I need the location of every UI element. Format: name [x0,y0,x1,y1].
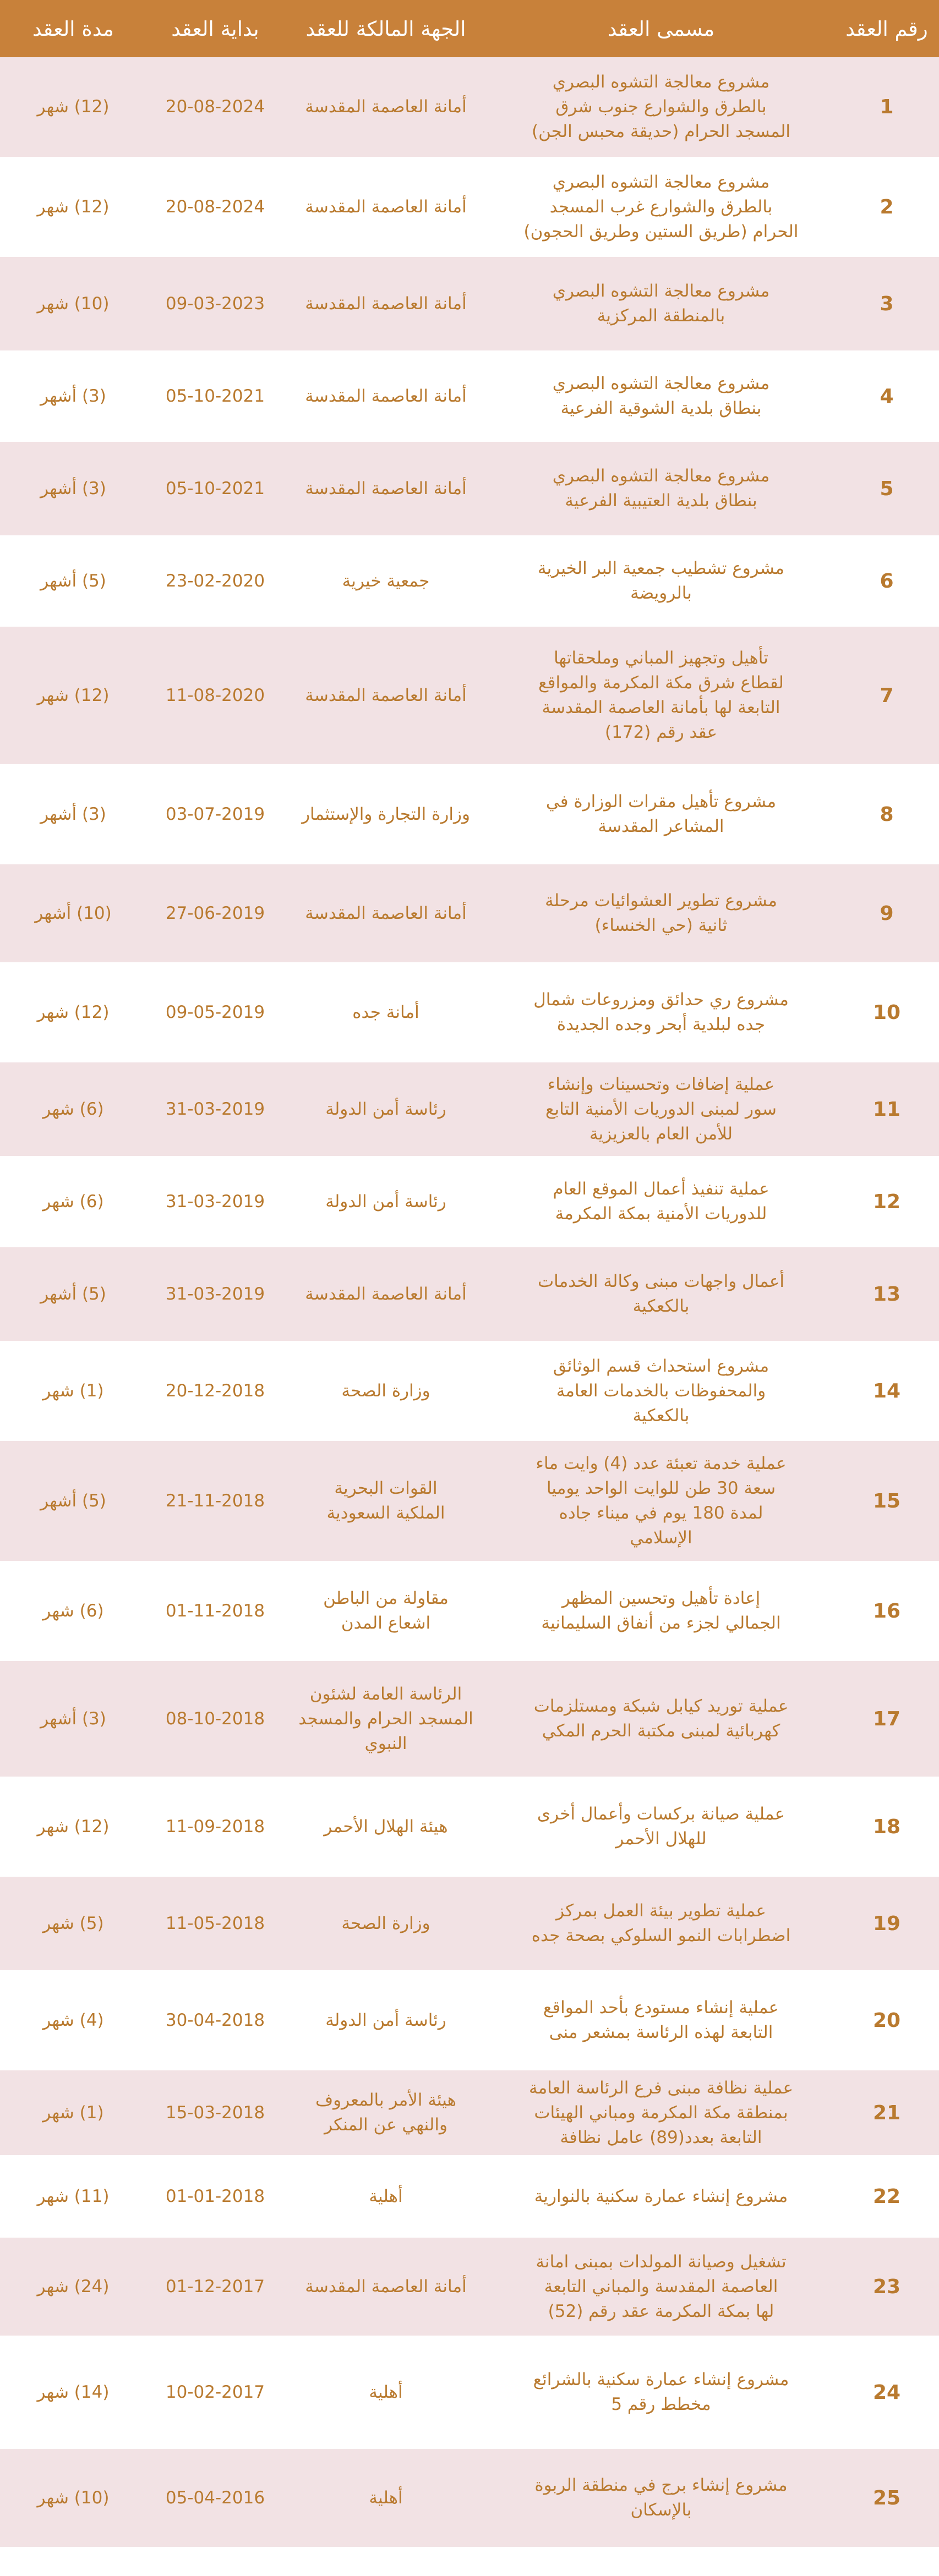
contract-owner: مقاولة من الباطن اشعاع المدن [284,1563,488,1659]
contract-title: تأهيل وتجهيز المباني وملحقاتها لقطاع شرق مكة المكرمة والمواقع التابعة لها بأمانة العاصمة المقدسة عقد رقم (172) [488,625,834,766]
contract-owner: رئاسة أمن الدولة [284,1972,488,2069]
table-row [0,2337,939,2447]
contract-duration: (12) شهر [0,57,146,158]
contract-number: 11 [834,1061,939,1158]
table-row [0,1158,939,1246]
table-row [0,1246,939,1342]
contract-owner: وزارة التجارة والإستثمار [284,766,488,863]
contract-owner: أهلية [284,2337,488,2447]
contract-title: عملية تطوير بيئة العمل بمركز اضطرابات النمو السلوكي بصحة جده [488,1875,834,1972]
contract-duration: (1) شهر [0,2069,146,2157]
table-row [0,2069,939,2157]
table-body [0,57,939,2548]
contract-owner: وزارة الصحة [284,1342,488,1439]
contract-duration: (6) شهر [0,1563,146,1659]
contract-owner: أمانة العاصمة المقدسة [284,158,488,255]
contract-duration: (10) أشهر [0,863,146,964]
contract-start: 31-03-2019 [146,1061,284,1158]
contract-start: 20-12-2018 [146,1342,284,1439]
contract-title: عملية نظافة مبنى فرع الرئاسة العامة بمنطقة مكة المكرمة ومباني الهيئات التابعة بعدد(89) عامل نظافة [488,2069,834,2157]
contract-start: 11-08-2020 [146,625,284,766]
contract-number: 24 [834,2337,939,2447]
contract-number: 8 [834,766,939,863]
header-contract-duration: مدة العقد [0,0,146,57]
contract-duration: (12) شهر [0,158,146,255]
table-row [0,1061,939,1158]
contract-number: 25 [834,2447,939,2548]
contract-title: مشروع تأهيل مقرات الوزارة في المشاعر المقدسة [488,766,834,863]
contract-duration: (10) شهر [0,2447,146,2548]
header-contract-title: مسمى العقد [488,0,834,57]
contract-number: 17 [834,1659,939,1778]
table-row [0,964,939,1061]
contract-owner: جمعية خيرية [284,537,488,625]
contract-duration: (5) أشهر [0,1246,146,1342]
contract-title: عملية صيانة بركسات وأعمال أخرى للهلال الأحمر [488,1778,834,1875]
contract-duration: (11) شهر [0,2157,146,2236]
contract-start: 31-03-2019 [146,1246,284,1342]
contract-title: مشروع ري حدائق ومزروعات شمال جده لبلدية أبحر وجده الجديدة [488,964,834,1061]
table-row [0,2236,939,2337]
table-row [0,2157,939,2236]
table-row [0,2447,939,2548]
contract-start: 05-10-2021 [146,352,284,440]
contract-duration: (24) شهر [0,2236,146,2337]
contract-start: 08-10-2018 [146,1659,284,1778]
contract-title: عملية إنشاء مستودع بأحد المواقع التابعة لهذه الرئاسة بمشعر منى [488,1972,834,2069]
contract-duration: (1) شهر [0,1342,146,1439]
contract-owner: أمانة العاصمة المقدسة [284,352,488,440]
contract-title: تشغيل وصيانة المولدات بمبنى امانة العاصمة المقدسة والمباني التابعة لها بمكة المكرمة عقد رقم (52) [488,2236,834,2337]
contract-duration: (12) شهر [0,964,146,1061]
contract-duration: (14) شهر [0,2337,146,2447]
contract-start: 09-03-2023 [146,255,284,352]
contract-start: 23-02-2020 [146,537,284,625]
contract-number: 7 [834,625,939,766]
contract-number: 4 [834,352,939,440]
contract-number: 6 [834,537,939,625]
contract-owner: أمانة العاصمة المقدسة [284,625,488,766]
contract-owner: أمانة العاصمة المقدسة [284,255,488,352]
contract-title: عملية توريد كيابل شبكة ومستلزمات كهربائية لمبنى مكتبة الحرم المكي [488,1659,834,1778]
contract-duration: (5) أشهر [0,1439,146,1563]
table-row [0,255,939,352]
contract-title: مشروع تطوير العشوائيات مرحلة ثانية (حي الخنساء) [488,863,834,964]
contract-number: 22 [834,2157,939,2236]
table-row [0,1659,939,1778]
contract-start: 01-11-2018 [146,1563,284,1659]
contract-owner: أمانة جده [284,964,488,1061]
contract-start: 03-07-2019 [146,766,284,863]
contract-duration: (6) شهر [0,1158,146,1246]
contract-number: 20 [834,1972,939,2069]
contract-number: 3 [834,255,939,352]
contract-owner: أمانة العاصمة المقدسة [284,440,488,537]
contract-number: 15 [834,1439,939,1563]
contract-owner: أهلية [284,2157,488,2236]
contract-owner: أمانة العاصمة المقدسة [284,2236,488,2337]
contract-number: 10 [834,964,939,1061]
contract-duration: (4) شهر [0,1972,146,2069]
contract-start: 20-08-2024 [146,57,284,158]
contract-owner: أمانة العاصمة المقدسة [284,57,488,158]
contract-start: 21-11-2018 [146,1439,284,1563]
table-row [0,537,939,625]
table-row [0,1972,939,2069]
contract-number: 19 [834,1875,939,1972]
contract-start: 10-02-2017 [146,2337,284,2447]
contract-number: 21 [834,2069,939,2157]
contract-start: 30-04-2018 [146,1972,284,2069]
contract-title: مشروع تشطيب جمعية البر الخيرية بالرويضة [488,537,834,625]
contract-owner: القوات البحرية الملكية السعودية [284,1439,488,1563]
contract-number: 18 [834,1778,939,1875]
contract-duration: (6) شهر [0,1061,146,1158]
contract-start: 05-04-2016 [146,2447,284,2548]
contract-owner: هيئة الهلال الأحمر [284,1778,488,1875]
table-row [0,1342,939,1439]
table-header [0,0,939,57]
contract-duration: (10) شهر [0,255,146,352]
table-row [0,57,939,158]
contract-owner: وزارة الصحة [284,1875,488,1972]
table-row [0,766,939,863]
contract-start: 31-03-2019 [146,1158,284,1246]
contract-duration: (12) شهر [0,625,146,766]
contract-title: مشروع إنشاء عمارة سكنية بالشرائع مخطط رقم 5 [488,2337,834,2447]
contract-number: 12 [834,1158,939,1246]
contract-number: 5 [834,440,939,537]
contract-start: 27-06-2019 [146,863,284,964]
contract-title: مشروع معالجة التشوه البصري بالطرق والشوارع جنوب شرق المسجد الحرام (حديقة محبس الجن) [488,57,834,158]
contract-owner: أهلية [284,2447,488,2548]
contract-title: أعمال واجهات مبنى وكالة الخدمات بالكعكية [488,1246,834,1342]
contract-start: 01-01-2018 [146,2157,284,2236]
contract-duration: (12) شهر [0,1778,146,1875]
contract-title: عملية تنفيذ أعمال الموقع العام للدوريات الأمنية بمكة المكرمة [488,1158,834,1246]
contract-number: 16 [834,1563,939,1659]
contract-number: 9 [834,863,939,964]
contract-title: مشروع معالجة التشوه البصري بنطاق بلدية العتيبية الفرعية [488,440,834,537]
table-row [0,352,939,440]
contract-duration: (3) أشهر [0,1659,146,1778]
header-contract-number: رقم العقد [834,0,939,57]
table-row [0,1563,939,1659]
contract-duration: (3) أشهر [0,440,146,537]
contract-title: مشروع إنشاء عمارة سكنية بالنوارية [488,2157,834,2236]
contract-owner: أمانة العاصمة المقدسة [284,1246,488,1342]
contract-owner: أمانة العاصمة المقدسة [284,863,488,964]
contract-number: 23 [834,2236,939,2337]
contract-duration: (3) أشهر [0,766,146,863]
table-row [0,158,939,255]
contract-duration: (3) أشهر [0,352,146,440]
contract-owner: هيئة الأمر بالمعروف والنهي عن المنكر [284,2069,488,2157]
contract-number: 14 [834,1342,939,1439]
contract-start: 05-10-2021 [146,440,284,537]
header-contract-start: بداية العقد [146,0,284,57]
contract-title: مشروع إنشاء برج في منطقة الربوة بالإسكان [488,2447,834,2548]
table-row [0,1875,939,1972]
contract-start: 01-12-2017 [146,2236,284,2337]
contract-start: 11-05-2018 [146,1875,284,1972]
table-row [0,1778,939,1875]
header-row [0,0,939,57]
contract-number: 1 [834,57,939,158]
contract-title: عملية إضافات وتحسينات وإنشاء سور لمبنى الدوريات الأمنية التابع للأمن العام بالعزيزية [488,1061,834,1158]
contract-duration: (5) شهر [0,1875,146,1972]
table-row [0,625,939,766]
contract-title: مشروع معالجة التشوه البصري بالمنطقة المركزية [488,255,834,352]
contract-owner: رئاسة أمن الدولة [284,1158,488,1246]
contract-start: 20-08-2024 [146,158,284,255]
contract-start: 15-03-2018 [146,2069,284,2157]
contract-start: 11-09-2018 [146,1778,284,1875]
contract-title: مشروع معالجة التشوه البصري بالطرق والشوارع غرب المسجد الحرام (طريق الستين وطريق الحجون) [488,158,834,255]
table-row [0,440,939,537]
contract-title: مشروع استحداث قسم الوثائق والمحفوظات بالخدمات العامة بالكعكية [488,1342,834,1439]
contract-title: إعادة تأهيل وتحسين المظهر الجمالي لجزء من أنفاق السليمانية [488,1563,834,1659]
table-row [0,863,939,964]
contract-title: عملية خدمة تعبئة عدد (4) وايت ماء سعة 30 طن للوايت الواحد يوميا لمدة 180 يوم في ميناء جاده الإسلامي [488,1439,834,1563]
contract-number: 2 [834,158,939,255]
contract-owner: رئاسة أمن الدولة [284,1061,488,1158]
contract-owner: الرئاسة العامة لشئون المسجد الحرام والمسجد النبوي [284,1659,488,1778]
contract-duration: (5) أشهر [0,537,146,625]
contract-start: 09-05-2019 [146,964,284,1061]
header-contract-owner: الجهة المالكة للعقد [284,0,488,57]
contract-number: 13 [834,1246,939,1342]
table-row [0,1439,939,1563]
contract-title: مشروع معالجة التشوه البصري بنطاق بلدية الشوقية الفرعية [488,352,834,440]
